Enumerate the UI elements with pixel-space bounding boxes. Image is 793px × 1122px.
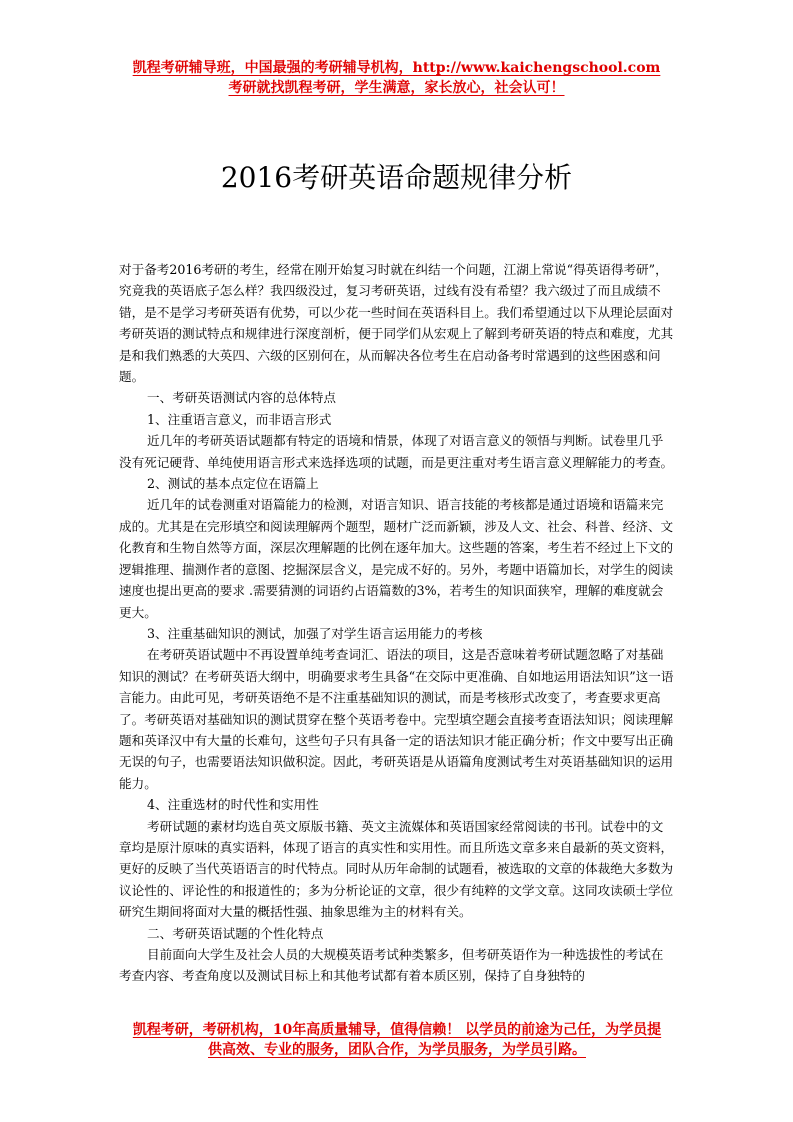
paragraph-1-4: 考研试题的素材均选自英文原版书籍、英文主流媒体和英语国家经常阅读的书刊。试卷中的文章均是原汁原味的真实语料，体现了语言的真实性和实用性。而且所选文章多来自最新的英文资料，更好的反映了当代英语语言的时代特点。同时从历年命制的试题看，被选取的文章的体裁绝大多数为议论性的、评论性的和报道性的；多为分析论证的文章，很少有纯粹的文学文章。这同攻读硕士学位研究生期间将面对大量的概括性强、抽象思维为主的材料有关。 xyxy=(119,818,674,920)
subsection-heading-1-3: 3、注重基础知识的测试，加强了对学生语言运用能力的考核 xyxy=(147,625,483,641)
paragraph-2: 目前面向大学生及社会人员的大规模英语考试种类繁多，但考研英语作为一种选拔性的考试在考查内容、考查角度以及测试目标上和其他考试都有着本质区别，保持了自身独特的 xyxy=(119,947,664,984)
paragraph-1-2: 近几年的试卷测重对语篇能力的检测，对语言知识、语言技能的考核都是通过语境和语篇来完成的。尤其是在完形填空和阅读理解两个题型，题材广泛而新颖，涉及人文、社会、科普、经济、文化教育和生物自然等方面，深层次理解题的比例在逐年加大。这些题的答案，考生若不经过上下文的逻辑推理、揣测作者的意图、挖掘深层含义，是完成不好的。另外，考题中语篇加长，对学生的阅读速度也提出更高的要求 .需要猜测的词语约占语篇数的3%，若考生的知识面狭窄，理解的难度就会更大。 xyxy=(119,497,674,620)
paragraph-1-1: 近几年的考研英语试题都有特定的语境和情景，体现了对语言意义的领悟与判断。试卷里几乎没有死记硬背、单纯使用语言形式来选择选项的试题，而是更注重对考生语言意义理解能力的考查。 xyxy=(119,433,674,470)
section-heading-1: 一、考研英语测试内容的总体特点 xyxy=(147,390,336,406)
footer-banner-line-2 xyxy=(119,1040,675,1060)
intro-paragraph: 对于备考2016考研的考生，经常在刚开始复习时就在纠结一个问题，江湖上常说“得英语得考研”，究竟我的英语底子怎么样？我四级没过，复习考研英语，过线有没有希望？我六级过了而且成绩不错，是不是学习考研英语有优势，可以少花一些时间在英语科目上。我们希望通过以下从理论层面对考研英语的测试特点和规律进行深度剖析，便于同学们从宏观上了解到考研英语的特点和难度，尤其是和我们熟悉的大英四、六级的区别何在，从而解决各位考生在启动备考时常遇到的这些困惑和问题。 xyxy=(119,262,674,385)
section-heading-2: 二、考研英语试题的个性化特点 xyxy=(147,925,324,941)
header-link-text[interactable]: 凯程考研辅导班，中国最强的考研辅导机构，http://www.kaichengschool.com xyxy=(132,60,661,76)
footer-banner-line-1 xyxy=(119,1020,675,1040)
document-title: 2016考研英语命题规律分析 xyxy=(220,161,573,194)
document-body xyxy=(119,259,675,987)
header-slogan-text: 考研就找凯程考研，学生满意，家长放心，社会认可！ xyxy=(228,80,565,96)
paragraph-1-3: 在考研英语试题中不再设置单纯考查词汇、语法的项目，这是否意味着考研试题忽略了对基础知识的测试？在考研英语大纲中，明确要求考生具备“在交际中更准确、自如地运用语法知识”这一语言能力。由此可见，考研英语绝不是不注重基础知识的测试，而是考核形式改变了，考查要求更高了。考研英语对基础知识的测试贯穿在整个英语考卷中。完型填空题会直接考查语法知识；阅读理解题和英译汉中有大量的长难句，这些句子只有具备一定的语法知识才能正确分析；作文中要写出正确无误的句子，也需要语法知识做积淀。因此，考研英语是从语篇角度测试考生对英语基础知识的运用能力。 xyxy=(119,647,674,791)
header-banner-line-2 xyxy=(0,79,793,97)
subsection-heading-1-2: 2、测试的基本点定位在语篇上 xyxy=(147,476,319,492)
header-banner-line-1 xyxy=(0,59,793,77)
subsection-heading-1-1: 1、注重语言意义，而非语言形式 xyxy=(147,411,332,427)
subsection-heading-1-4: 4、注重选材的时代性和实用性 xyxy=(147,797,319,813)
footer-text-2: 供高效、专业的服务，团队合作，为学员服务，为学员引路。 xyxy=(208,1042,586,1058)
footer-text-1: 凯程考研，考研机构，10年高质量辅导，值得信赖！ 以学员的前途为己任，为学员提 xyxy=(132,1022,662,1038)
